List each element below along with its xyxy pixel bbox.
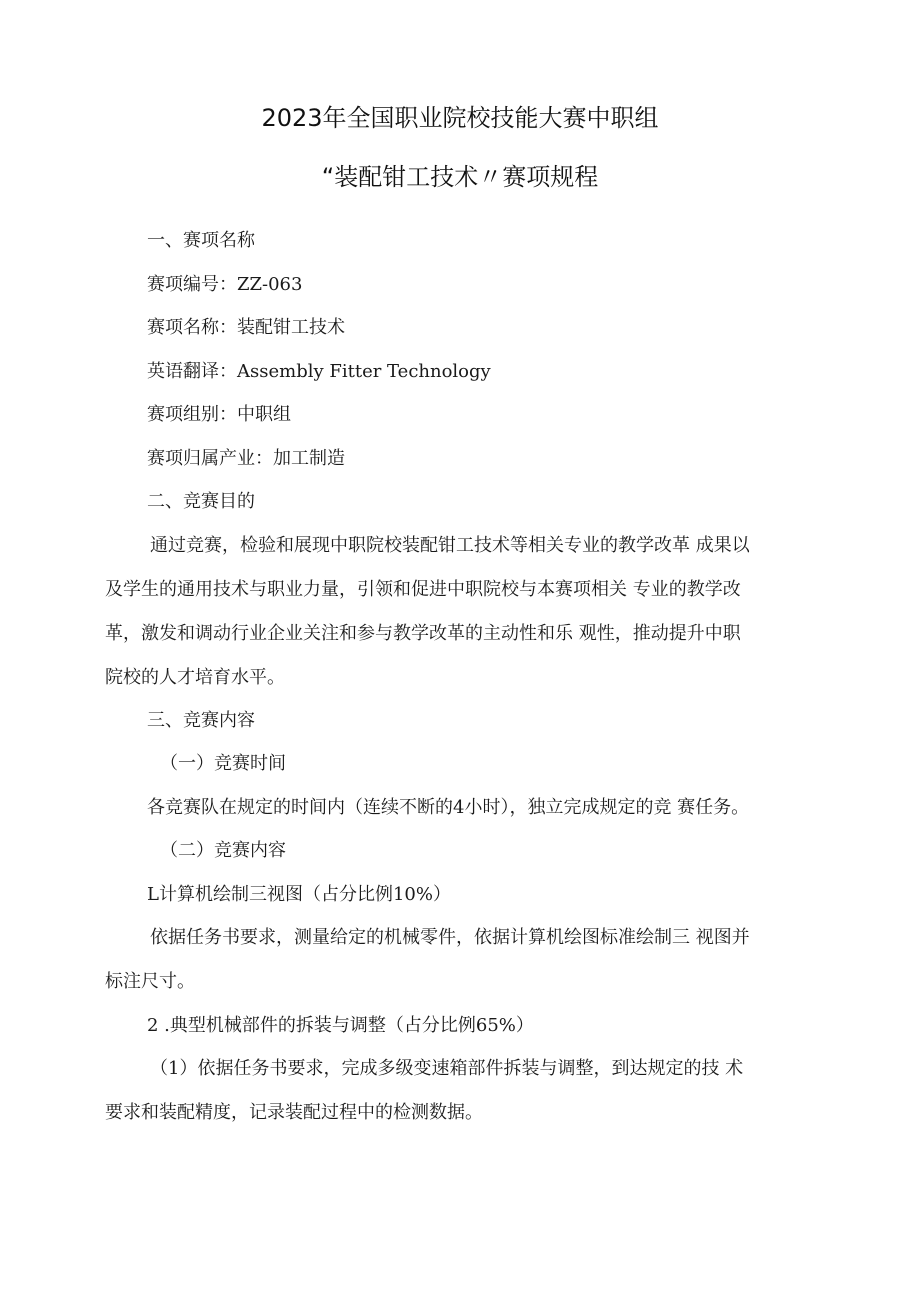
item-group: 赛项组别：中职组 xyxy=(147,404,291,425)
section2-heading: 二、竞赛目的 xyxy=(147,491,255,512)
sub2-heading: （二）竞赛内容 xyxy=(160,840,286,861)
section3-heading: 三、竞赛内容 xyxy=(147,710,255,731)
purpose-paragraph: 通过竞赛，检验和展现中职院校装配钳工技术等相关专业的教学改革 成果以 及学生的通用技术与职业力量，引领和促进中职院校与本赛项相关 专业的教学改 革，激发和调动行业企业关注和参与教学改革的主动性和乐 观性，推动提升中职 院校的人才培育水平。 xyxy=(105,535,750,688)
content1-heading: L计算机绘制三视图（占分比例10%） xyxy=(147,884,451,905)
item-code: 赛项编号：ZZ-063 xyxy=(147,274,303,295)
item-name: 赛项名称：装配钳工技术 xyxy=(147,317,345,338)
time-text: 各竞赛队在规定的时间内（连续不断的4小时），独立完成规定的竞 赛任务。 xyxy=(147,797,750,818)
content1-paragraph: 依据任务书要求，测量给定的机械零件，依据计算机绘图标准绘制三 视图并 标注尺寸。 xyxy=(105,927,750,992)
content2-heading: 2 .典型机械部件的拆装与调整（占分比例65%） xyxy=(147,1015,534,1036)
section1-heading: 一、赛项名称 xyxy=(147,230,255,251)
content2-paragraph: （1）依据任务书要求，完成多级变速箱部件拆装与调整，到达规定的技 术 要求和装配精度，记录装配过程中的检测数据。 xyxy=(105,1058,744,1123)
item-industry: 赛项归属产业：加工制造 xyxy=(147,448,345,469)
document-title-line2: “装配钳工技术〃赛项规程 xyxy=(321,163,599,191)
item-english: 英语翻译：Assembly Fitter Technology xyxy=(147,361,491,382)
sub1-heading: （一）竞赛时间 xyxy=(160,753,286,774)
document-title-line1: 2023年全国职业院校技能大赛中职组 xyxy=(261,104,659,132)
